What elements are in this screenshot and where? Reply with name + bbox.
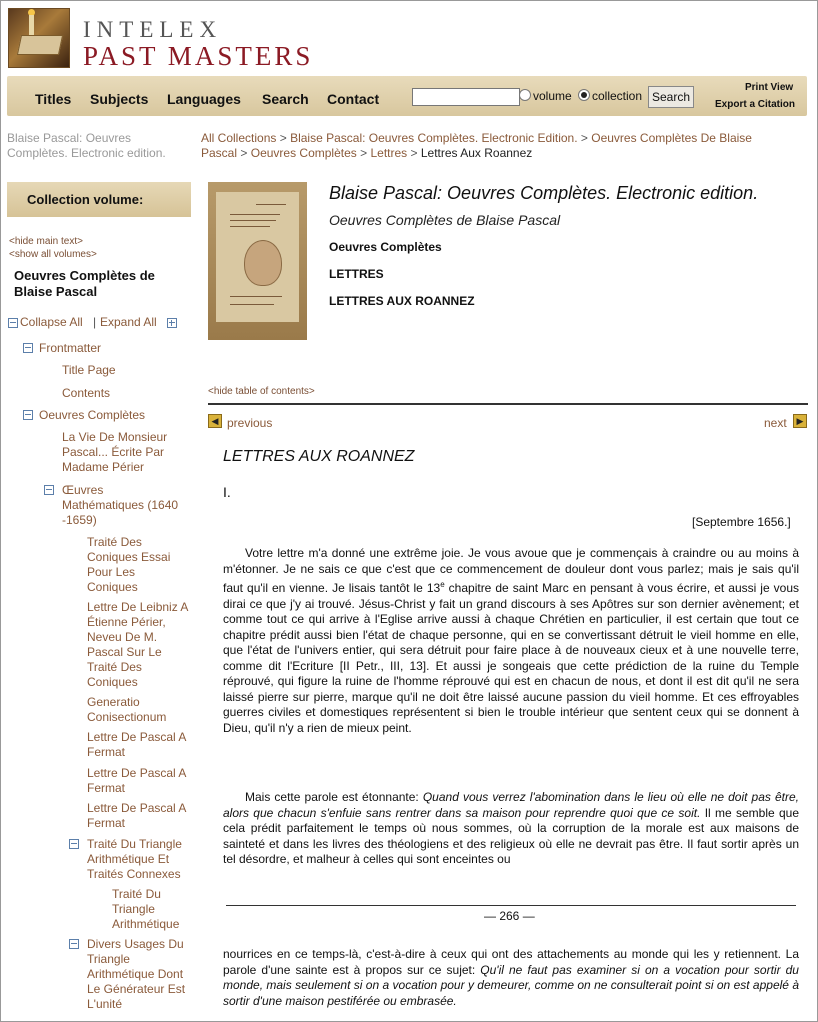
search-button[interactable]: Search xyxy=(648,86,694,108)
tree-contents[interactable]: Contents xyxy=(62,386,111,400)
tree-lettre-fermat-2[interactable] xyxy=(87,766,186,796)
book-section-2: LETTRES xyxy=(329,267,384,281)
tree-line: Divers Usages Du xyxy=(87,937,184,951)
tree-line: Étienne Périer, xyxy=(87,615,166,629)
sidebar-title-line: Complètes. Electronic edition. xyxy=(7,146,166,160)
paragraph-2 xyxy=(223,790,799,868)
nav-titles[interactable]: Titles xyxy=(35,91,72,107)
search-input[interactable] xyxy=(412,88,520,106)
tree-line: Arithmétique Et xyxy=(87,852,170,866)
nav-bar xyxy=(7,76,807,116)
tree-line: Traité Du Triangle xyxy=(87,837,182,851)
brand-intelex: INTELEX xyxy=(83,17,223,42)
tree-line: Lettre De Pascal A xyxy=(87,801,187,815)
tree-oeuvres-mathematiques[interactable] xyxy=(62,483,178,528)
tree-line: Pascal Sur Le xyxy=(87,645,162,659)
text-run-italic: Quand vous verrez l'abomination dans le lieu où elle ne doit pas être, alors que chacun s'enfuie sans rentrer dans sa maison pour reprendre quoi que ce soit. xyxy=(223,790,799,820)
radio-collection[interactable] xyxy=(578,89,590,101)
crumb-sep: > xyxy=(580,131,588,145)
book-title: Blaise Pascal: Oeuvres Complètes. Electronic edition. xyxy=(329,183,759,203)
tree-frontmatter[interactable]: Frontmatter xyxy=(39,341,102,355)
collapse-all-link[interactable]: Collapse All xyxy=(20,315,83,329)
book-section-1: Oeuvres Complètes xyxy=(329,240,442,254)
show-all-volumes-link[interactable]: <show all volumes> xyxy=(9,249,97,260)
crumb-volume-cont[interactable]: Pascal xyxy=(201,146,238,160)
next-link[interactable]: next xyxy=(764,416,787,430)
next-arrow-icon[interactable]: ▶ xyxy=(793,414,807,428)
toggle-triangle-icon[interactable] xyxy=(69,839,79,849)
tree-line: Fermat xyxy=(87,745,126,759)
sidebar-title-line: Blaise Pascal: Oeuvres xyxy=(7,131,132,145)
toggle-oeuvres-icon[interactable] xyxy=(23,410,33,420)
tree-line: Traités Connexes xyxy=(87,867,181,881)
crumb-sep: > xyxy=(360,146,368,160)
export-citation-link[interactable]: Export a Citation xyxy=(715,99,796,110)
tree-line: Fermat xyxy=(87,781,126,795)
volume-cover-image xyxy=(208,182,307,340)
tree-lettre-fermat-1[interactable] xyxy=(87,730,186,760)
text-run: nourrices en ce temps-là, c'est-à-dire à ceux qui ont des attachements au monde qui les y retiennent. La parole d'une sainte est à propos sur ce sujet: xyxy=(223,947,799,977)
sidebar-book-title xyxy=(14,268,184,300)
nav-search[interactable]: Search xyxy=(262,91,309,107)
collection-volume-label: Collection volume: xyxy=(27,192,144,207)
page-number: — 266 — xyxy=(484,909,535,923)
tree-divers-usages[interactable] xyxy=(87,937,185,1012)
tree-line: Neveu De M. xyxy=(87,630,158,644)
expand-all-link[interactable]: Expand All xyxy=(100,315,157,329)
radio-volume-label: volume xyxy=(533,89,572,103)
tree-generatio[interactable] xyxy=(87,695,166,725)
nav-contact[interactable]: Contact xyxy=(327,91,380,107)
crumb-oeuvres[interactable]: Oeuvres Complètes xyxy=(250,146,357,160)
text-run: Mais cette parole est étonnante: xyxy=(245,790,423,804)
toggle-math-icon[interactable] xyxy=(44,485,54,495)
document-heading: LETTRES AUX ROANNEZ xyxy=(223,448,415,465)
paragraph-1 xyxy=(223,546,799,736)
tree-line: Coniques Essai xyxy=(87,550,171,564)
toggle-frontmatter-icon[interactable] xyxy=(23,343,33,353)
book-subtitle: Oeuvres Complètes de Blaise Pascal xyxy=(329,212,561,228)
sidebar-book-line: Blaise Pascal xyxy=(14,284,98,299)
hide-toc-link[interactable]: <hide table of contents> xyxy=(208,386,315,397)
tree-line: Mathématiques (1640 xyxy=(62,498,179,512)
tree-line: Arithmétique Dont xyxy=(87,967,184,981)
crumb-sep: > xyxy=(279,131,287,145)
previous-link[interactable]: previous xyxy=(227,416,273,430)
collapse-all-icon[interactable] xyxy=(8,318,18,328)
tree-lettre-leibniz[interactable] xyxy=(87,600,188,690)
logo-image[interactable] xyxy=(8,8,70,68)
superscript: e xyxy=(440,580,445,589)
tree-line: Lettre De Leibniz A xyxy=(87,600,189,614)
radio-collection-label: collection xyxy=(592,89,643,103)
sidebar-collection-title xyxy=(7,131,177,161)
tree-line: Traité Du xyxy=(112,887,161,901)
tree-line: Coniques xyxy=(87,580,138,594)
expand-all-icon[interactable] xyxy=(167,318,177,328)
tree-traite-du-triangle[interactable] xyxy=(112,887,179,932)
book-section-3: LETTRES AUX ROANNEZ xyxy=(329,294,475,308)
nav-subjects[interactable]: Subjects xyxy=(90,91,149,107)
tree-line: Lettre De Pascal A xyxy=(87,766,187,780)
tree-line: Triangle xyxy=(87,952,130,966)
crumb-sep: > xyxy=(240,146,248,160)
tree-line: Traité Des xyxy=(87,660,142,674)
letter-number: I. xyxy=(223,484,231,500)
paragraph-3 xyxy=(223,947,799,1009)
tree-traite-des-coniques[interactable] xyxy=(87,535,170,595)
tree-line: Madame Périer xyxy=(62,460,145,474)
breadcrumb xyxy=(201,131,791,161)
text-run: Votre lettre m'a donné une extrême joie. Je vous avoue que je commençais à craindre ou au moins à m'étonner. Je ne sais ce que c'est que ce commencement de douleur dont vous parlez; mais je sais qu'il faut qu'il en vienne. Je lisais tantôt le 13 xyxy=(223,546,799,595)
tree-traite-triangle[interactable] xyxy=(87,837,182,882)
crumb-collection[interactable]: Blaise Pascal: Oeuvres Complètes. Electronic Edition. xyxy=(290,131,578,145)
tree-line: Œuvres xyxy=(62,483,104,497)
sidebar-book-line: Oeuvres Complètes de xyxy=(14,268,155,283)
brand-past-masters: PAST MASTERS xyxy=(83,41,314,71)
hide-main-text-link[interactable]: <hide main text> xyxy=(9,236,83,247)
tree-line: Fermat xyxy=(87,816,126,830)
crumb-current: Lettres Aux Roannez xyxy=(420,146,533,160)
tree-line: Arithmétique xyxy=(112,917,180,931)
tree-line: Pascal... Écrite Par xyxy=(62,445,165,459)
tree-lettre-fermat-3[interactable] xyxy=(87,801,186,831)
tree-line: Coniques xyxy=(87,675,138,689)
tree-title-page[interactable]: Title Page xyxy=(62,363,116,377)
tree-line: Lettre De Pascal A xyxy=(87,730,187,744)
text-run-italic: Qu'il ne faut pas examiner si on a vocation pour sortir du monde, mais seulement si on a vocation pour y demeurer, comme on ne consulterait point si on est appelé à sortir d'une maison pestiférée ou embrasée. xyxy=(223,962,799,1008)
tree-line: Conisectionum xyxy=(87,710,167,724)
print-view-link[interactable]: Print View xyxy=(745,82,794,93)
nav-languages[interactable]: Languages xyxy=(167,91,241,107)
tree-line: L'unité xyxy=(87,997,122,1011)
tree-la-vie[interactable] xyxy=(62,430,167,475)
tree-separator: | xyxy=(93,315,97,329)
tree-line: Traité Des xyxy=(87,535,142,549)
radio-volume[interactable] xyxy=(519,89,531,101)
crumb-sep: > xyxy=(410,146,418,160)
tree-line: Pour Les xyxy=(87,565,136,579)
crumb-lettres[interactable]: Lettres xyxy=(370,146,408,160)
collection-volume-header xyxy=(7,182,191,217)
crumb-volume[interactable]: Oeuvres Complètes De Blaise xyxy=(591,131,752,145)
page-break-rule xyxy=(226,905,796,906)
tree-line: Triangle xyxy=(112,902,155,916)
tree-oeuvres-completes[interactable]: Oeuvres Complètes xyxy=(39,408,146,422)
tree-line: Le Générateur Est xyxy=(87,982,186,996)
crumb-all-collections[interactable]: All Collections xyxy=(201,131,277,145)
tree-line: La Vie De Monsieur xyxy=(62,430,168,444)
toggle-usages-icon[interactable] xyxy=(69,939,79,949)
previous-arrow-icon[interactable]: ◀ xyxy=(208,414,222,428)
text-run: chapitre de saint Marc en pensant à vous écrire, et aussi je vous dirai ce que j'y ai trouvé. Jésus-Christ y fait un grand discours à ses Apôtres sur son dernier avènement; et comme tout ce qui arrive à l'Eglise arrive aussi à chaque Chrétien en particulier, il est certain que tout ce chapitre prédit aussi bien l'état de chaque personne, qui en se convertissant détruit le vieil homme en elle, que l'état de l'univers entier, qui sera détruit pour faire place à de nouveaux cieux et à une nouvelle terre, comme dit l'Ecriture [II Petr., III, 13]. Et aussi je songeais que cette prédiction de la ruine du Temple réprouvé, qui figure la ruine de l'homme réprouvé qui est en chacun de nous, et dont il est dit qu'il ne sera laissé pierre sur pierre, marque qu'il ne doit être laissé aucune passion du vieil homme. Et ces effroyables guerres civiles et domestiques représentent si bien le trouble intérieur que sentent ceux qui se donnent à Dieu, qu'il n'y a rien de mieux peint. xyxy=(223,581,800,735)
tree-line: -1659) xyxy=(62,513,97,527)
text-run: Il me semble que cela prédit parfaitement le temps où nous sommes, où la corruption de la morale est aux maisons de sainteté et dans les livres des théologiens et des religieux où elle ne devrait pas être. Il faut sortir après un tel désordre, et malheur à celles qui sont enceintes ou xyxy=(223,805,799,866)
divider xyxy=(208,403,808,405)
letter-date: [Septembre 1656.] xyxy=(692,515,791,529)
tree-line: Generatio xyxy=(87,695,140,709)
